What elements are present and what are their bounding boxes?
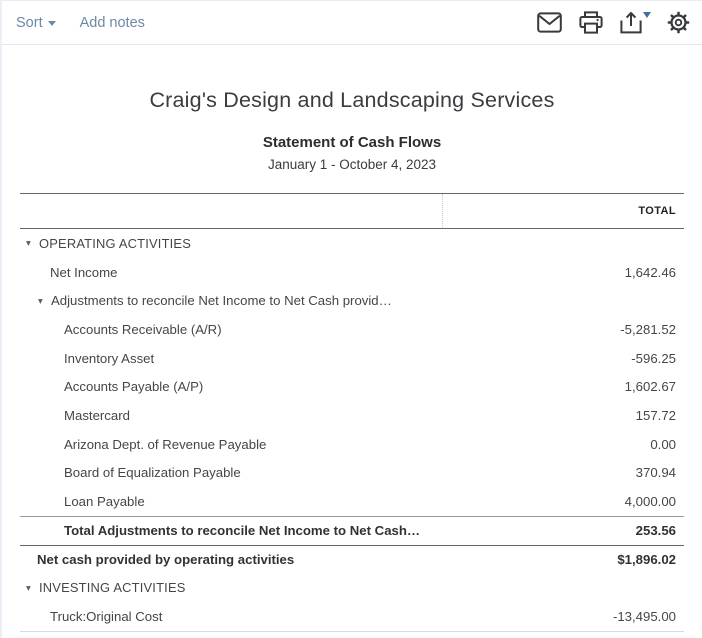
- sort-button[interactable]: [16, 15, 56, 31]
- collapse-triangle-icon[interactable]: ▾: [26, 582, 31, 594]
- row-label: [20, 293, 676, 308]
- row-label: [20, 465, 636, 480]
- row-value: 157.72: [635, 407, 676, 423]
- row-label-text: Net Income: [50, 264, 118, 280]
- toolbar-right: [537, 11, 690, 34]
- print-icon: [579, 11, 603, 34]
- row-label-text: Loan Payable: [64, 494, 145, 510]
- label-column-header: [20, 194, 443, 228]
- table-row: [20, 573, 684, 602]
- sort-button-label: Sort: [16, 14, 43, 31]
- row-label-text: Arizona Dept. of Revenue Payable: [64, 436, 267, 452]
- row-label: [20, 408, 636, 423]
- export-icon: [620, 11, 642, 34]
- collapse-triangle-icon[interactable]: ▾: [38, 295, 43, 307]
- row-label: [20, 437, 650, 452]
- report-period: January 1 - October 4, 2023: [267, 157, 437, 172]
- row-label-text: INVESTING ACTIVITIES: [39, 580, 186, 596]
- add-notes-button[interactable]: Add notes: [79, 14, 145, 31]
- table-row: [20, 401, 684, 430]
- company-name: Craig's Design and Landscaping Services: [149, 88, 555, 112]
- row-label-text: Inventory Asset: [64, 350, 155, 366]
- table-row: [20, 344, 684, 373]
- row-label: [20, 351, 631, 366]
- row-label: [20, 265, 625, 280]
- report-title: Statement of Cash Flows: [262, 134, 442, 151]
- row-label-text: Truck:Original Cost: [50, 608, 163, 624]
- row-label-text: OPERATING ACTIVITIES: [39, 235, 192, 251]
- table-header-row: [20, 193, 684, 229]
- print-button[interactable]: [579, 11, 603, 34]
- export-button[interactable]: [620, 11, 642, 34]
- row-value: 0.00: [650, 436, 676, 452]
- row-label: [20, 494, 625, 509]
- chevron-down-icon: [48, 21, 56, 26]
- row-label: [20, 580, 676, 595]
- row-value: 1,642.46: [624, 264, 676, 280]
- email-icon: [537, 12, 562, 33]
- row-value: -596.25: [631, 350, 676, 366]
- table-row: [20, 487, 684, 516]
- table-row: [20, 545, 684, 574]
- collapse-triangle-icon[interactable]: ▾: [26, 238, 31, 250]
- row-label: [20, 236, 676, 251]
- row-label-text: Adjustments to reconcile Net Income to Net Cash provid…: [51, 293, 392, 309]
- table-row: [20, 229, 684, 258]
- row-label: [20, 552, 617, 567]
- row-label-text: Mastercard: [64, 407, 130, 423]
- row-label: [20, 609, 613, 624]
- table-row: [20, 516, 684, 545]
- row-label-text: Accounts Payable (A/P): [64, 379, 204, 395]
- email-button[interactable]: [537, 12, 562, 33]
- row-label: [20, 322, 620, 337]
- table-row: [20, 372, 684, 401]
- table-row: [20, 459, 684, 488]
- table-row: [20, 286, 684, 315]
- row-value: 253.56: [635, 523, 676, 539]
- row-label-text: Total Adjustments to reconcile Net Income to Net Cash…: [64, 523, 421, 539]
- table-row: [20, 315, 684, 344]
- table-row: [20, 430, 684, 459]
- table-row: [20, 258, 684, 287]
- settings-button[interactable]: [667, 11, 690, 34]
- report-toolbar: [2, 1, 702, 45]
- report-body: [2, 45, 702, 632]
- cashflow-table: [20, 193, 684, 632]
- export-dropdown-caret-icon: [643, 12, 651, 18]
- row-label-text: Board of Equalization Payable: [64, 465, 241, 481]
- row-label: [20, 523, 636, 538]
- row-value: $1,896.02: [617, 551, 676, 567]
- row-label: [20, 379, 625, 394]
- row-label-text: Net cash provided by operating activities: [37, 551, 295, 567]
- table-row: [20, 602, 684, 631]
- row-label-text: Accounts Receivable (A/R): [64, 321, 222, 337]
- table-rows: [20, 229, 684, 632]
- row-value: -13,495.00: [612, 608, 676, 624]
- toolbar-left: [16, 15, 145, 31]
- row-value: -5,281.52: [620, 321, 676, 337]
- settings-gear-icon: [667, 11, 690, 34]
- row-value: 1,602.67: [624, 379, 676, 395]
- total-column-header: TOTAL: [638, 205, 676, 217]
- row-value: 370.94: [635, 465, 676, 481]
- row-value: 4,000.00: [624, 494, 676, 510]
